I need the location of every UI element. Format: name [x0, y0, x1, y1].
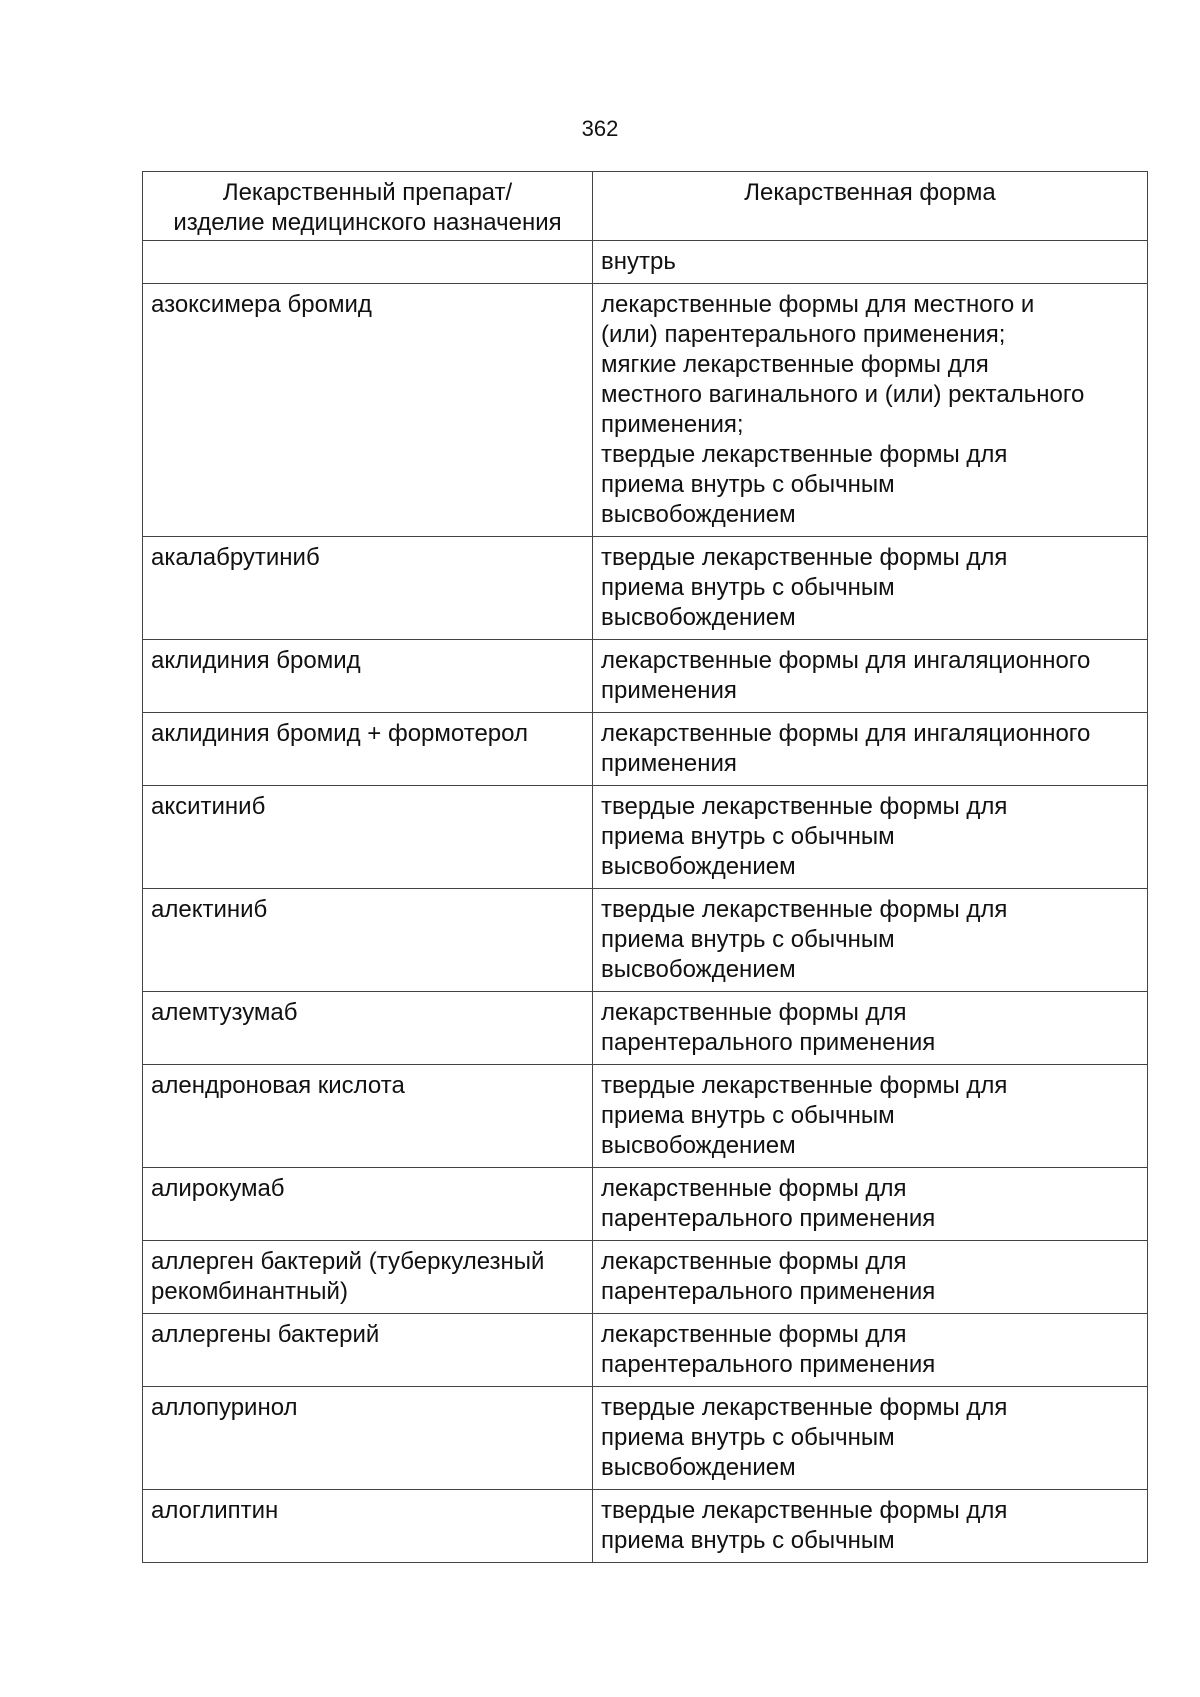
table-row — [143, 1241, 1148, 1314]
drug-cell — [143, 241, 593, 284]
table-row — [143, 786, 1148, 889]
drug-cell: аклидиния бромид + формотерол — [143, 713, 593, 786]
table-row — [143, 537, 1148, 640]
table-row — [143, 1387, 1148, 1490]
form-cell: лекарственные формы для ингаляционного применения — [593, 713, 1148, 786]
page-number: 362 — [581, 116, 619, 141]
drug-cell: аллерген бактерий (туберкулезный рекомбинантный) — [143, 1241, 593, 1314]
table-row — [143, 284, 1148, 537]
form-cell: лекарственные формы для парентерального применения — [593, 1314, 1148, 1387]
drug-forms-table — [142, 171, 1148, 1563]
drug-cell: акситиниб — [143, 786, 593, 889]
drug-cell: алирокумаб — [143, 1168, 593, 1241]
table-header-row — [143, 172, 1148, 241]
drug-cell: алемтузумаб — [143, 992, 593, 1065]
drug-cell: алендроновая кислота — [143, 1065, 593, 1168]
drug-cell: аллопуринол — [143, 1387, 593, 1490]
form-cell: твердые лекарственные формы для приема внутрь с обычным высвобождением — [593, 537, 1148, 640]
table-row — [143, 889, 1148, 992]
form-cell: твердые лекарственные формы для приема внутрь с обычным высвобождением — [593, 786, 1148, 889]
form-cell: твердые лекарственные формы для приема внутрь с обычным — [593, 1490, 1148, 1563]
table-row — [143, 1490, 1148, 1563]
form-cell: лекарственные формы для ингаляционного применения — [593, 640, 1148, 713]
table-row — [143, 1168, 1148, 1241]
header-drug: Лекарственный препарат/ изделие медицинского назначения — [143, 172, 593, 241]
form-cell: лекарственные формы для парентерального применения — [593, 992, 1148, 1065]
table-row — [143, 241, 1148, 284]
header-form: Лекарственная форма — [593, 172, 1148, 241]
drug-cell: алоглиптин — [143, 1490, 593, 1563]
drug-cell: аллергены бактерий — [143, 1314, 593, 1387]
form-cell: твердые лекарственные формы для приема внутрь с обычным высвобождением — [593, 889, 1148, 992]
form-cell: лекарственные формы для местного и (или) парентерального применения; мягкие лекарственные формы для местного вагинального и (или) ректального применения; твердые лекарственные формы для приема внутрь с обычным высвобождением — [593, 284, 1148, 537]
drug-cell: алектиниб — [143, 889, 593, 992]
table-row — [143, 992, 1148, 1065]
table-row — [143, 1314, 1148, 1387]
drug-cell: азоксимера бромид — [143, 284, 593, 537]
table-row — [143, 1065, 1148, 1168]
form-cell: твердые лекарственные формы для приема внутрь с обычным высвобождением — [593, 1065, 1148, 1168]
form-cell: внутрь — [593, 241, 1148, 284]
form-cell: твердые лекарственные формы для приема внутрь с обычным высвобождением — [593, 1387, 1148, 1490]
form-cell: лекарственные формы для парентерального применения — [593, 1241, 1148, 1314]
form-cell: лекарственные формы для парентерального применения — [593, 1168, 1148, 1241]
drug-cell: акалабрутиниб — [143, 537, 593, 640]
drug-cell: аклидиния бромид — [143, 640, 593, 713]
table-row — [143, 713, 1148, 786]
table-row — [143, 640, 1148, 713]
